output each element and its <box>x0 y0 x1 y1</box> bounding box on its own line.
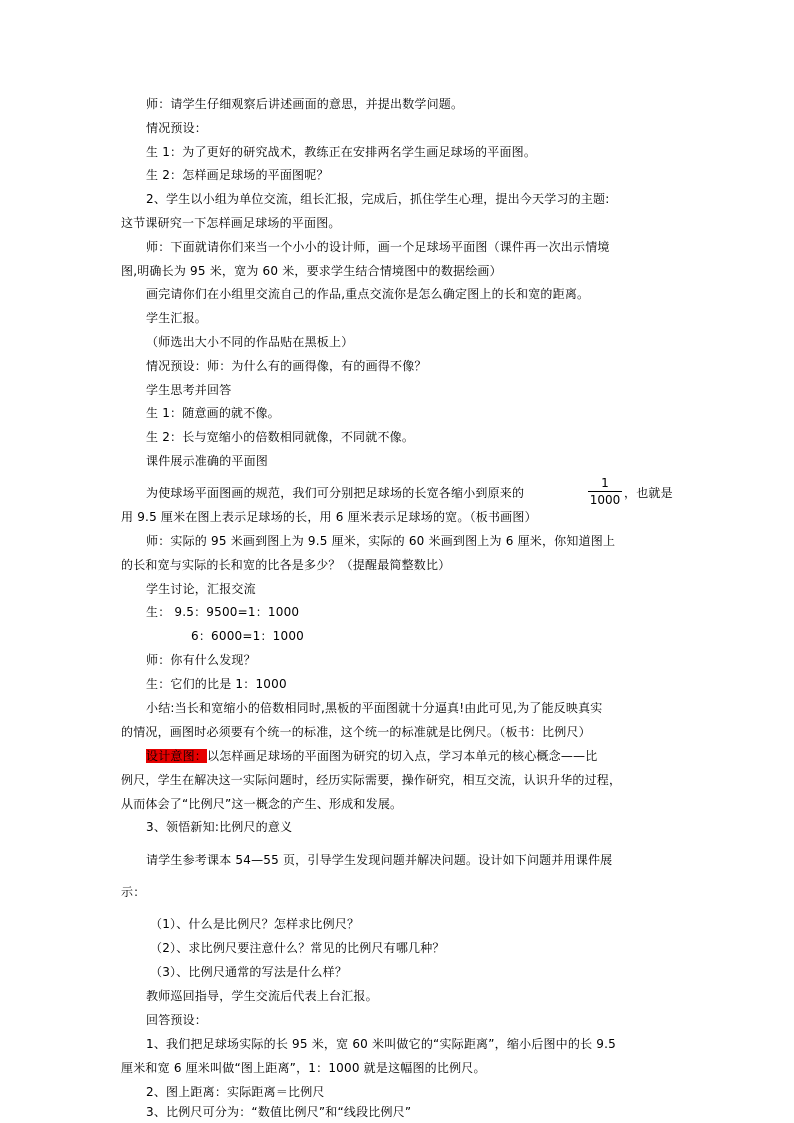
text-line: 这节课研究一下怎样画足球场的平面图。 <box>121 216 341 230</box>
text-line: 图,明确长为 95 米，宽为 60 米，要求学生结合情境图中的数据绘画） <box>121 264 502 278</box>
question-item: （1）、什么是比例尺？怎样求比例尺？ <box>150 917 360 931</box>
fraction-bar <box>588 491 622 492</box>
text-line: 例尺，学生在解决这一实际问题时，经历实际需要，操作研究，相互交流，认识升华的过程， <box>121 773 622 787</box>
text-line: 2、图上距离：实际距离＝比例尺 <box>146 1085 325 1099</box>
text-line: 为使球场平面图画的规范，我们可分别把足球场的长宽各缩小到原来的 <box>146 486 525 500</box>
text-line: 师：请学生仔细观察后讲述画面的意思，并提出数学问题。 <box>146 97 464 111</box>
text-line: 情况预设： <box>146 121 208 135</box>
question-item: （3）、比例尺通常的写法是什么样？ <box>150 965 348 979</box>
text-line: （师选出大小不同的作品贴在黑板上） <box>146 335 354 349</box>
text-line: 生：它们的比是 1：1000 <box>146 677 287 691</box>
text-line: 厘米和宽 6 厘米叫做“图上距离”，1：1000 就是这幅图的比例尺。 <box>121 1061 486 1075</box>
text-line: 小结:当长和宽缩小的倍数相同时,黑板的平面图就十分逼真!由此可见,为了能反映真实 <box>146 701 603 715</box>
text-line: 学生讨论，汇报交流 <box>146 582 256 596</box>
design-intent-text: 以怎样画足球场的平面图为研究的切入点，学习本单元的核心概念——比 <box>207 749 598 763</box>
text-line: 师：你有什么发现？ <box>146 653 256 667</box>
text-line: 示： <box>121 885 146 899</box>
text-line: 课件展示准确的平面图 <box>146 454 269 468</box>
text-line: 3、比例尺可分为：“数值比例尺”和“线段比例尺” <box>146 1105 412 1119</box>
equation-line: 生： 9.5：9500=1：1000 <box>146 605 300 619</box>
fraction <box>588 476 622 507</box>
question-item: （2）、求比例尺要注意什么？常见的比例尺有哪几种？ <box>150 941 445 955</box>
text-line: 师：实际的 95 米画到图上为 9.5 厘米，实际的 60 米画到图上为 6 厘米，你知道图上 <box>146 534 616 548</box>
text-line: 生 1：为了更好的研究战术，教练正在安排两名学生画足球场的平面图。 <box>146 145 537 159</box>
fraction-numerator: 1 <box>601 476 609 490</box>
section-heading: 3、领悟新知:比例尺的意义 <box>146 820 293 834</box>
text-line: 用 9.5 厘米在图上表示足球场的长，用 6 厘米表示足球场的宽。（板书画图） <box>121 510 537 524</box>
equation-line: 6：6000=1：1000 <box>191 629 305 643</box>
text-line: 请学生参考课本 54—55 页，引导学生发现问题并解决问题。设计如下问题并用课件展 <box>146 853 613 867</box>
text-line: 生 2：怎样画足球场的平面图呢？ <box>146 168 329 182</box>
text-line: 学生思考并回答 <box>146 383 232 397</box>
text-line: 情况预设：师：为什么有的画得像，有的画得不像？ <box>146 359 427 373</box>
text-line: 生 1：随意画的就不像。 <box>146 406 280 420</box>
text-line: 学生汇报。 <box>146 311 208 325</box>
text-line: 画完请你们在小组里交流自己的作品,重点交流你是怎么确定图上的长和宽的距离。 <box>146 287 590 301</box>
text-line: 的情况，画图时必须要有个统一的标准，这个统一的标准就是比例尺。（板书：比例尺） <box>121 725 591 739</box>
text-line: 从而体会了“比例尺”这一概念的产生、形成和发展。 <box>121 797 403 811</box>
text-line: 1、我们把足球场实际的长 95 米，宽 60 米叫做它的“实际距离”，缩小后图中的长 9.5 <box>146 1037 616 1051</box>
text-line: 回答预设： <box>146 1013 208 1027</box>
text-line: ，也就是 <box>624 486 673 500</box>
design-intent-line <box>146 748 597 764</box>
text-line: 教师巡回指导，学生交流后代表上台汇报。 <box>146 989 378 1003</box>
text-line: 生 2：长与宽缩小的倍数相同就像，不同就不像。 <box>146 430 415 444</box>
design-intent-label: 设计意图： <box>146 749 208 763</box>
text-line: 2、学生以小组为单位交流，组长汇报，完成后，抓住学生心理，提出今天学习的主题: <box>146 192 610 206</box>
text-line: 师：下面就请你们来当一个小小的设计师，画一个足球场平面图（课件再一次出示情境 <box>146 240 610 254</box>
text-line: 的长和宽与实际的长和宽的比各是多少？（提醒最简整数比） <box>121 558 451 572</box>
fraction-denominator: 1000 <box>589 493 621 507</box>
